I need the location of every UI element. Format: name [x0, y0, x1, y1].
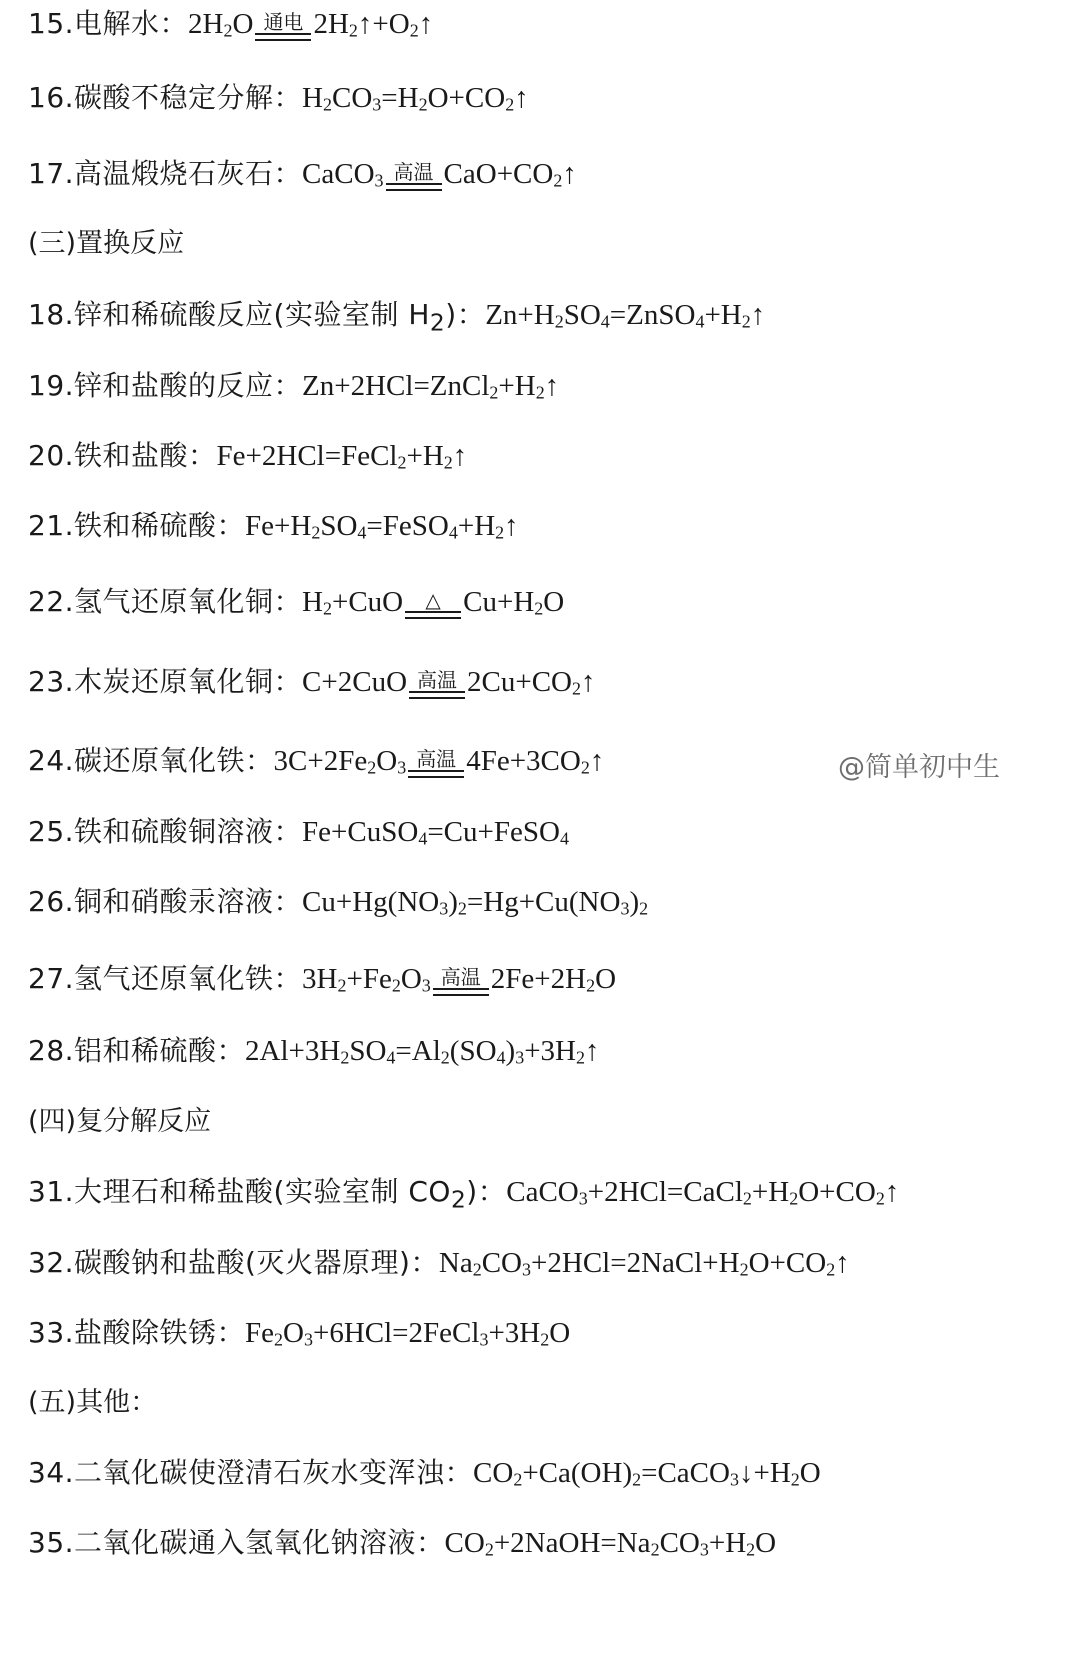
reaction-label: 15.电解水：: [28, 7, 189, 40]
reaction-label: 17.高温煅烧石灰石：: [28, 157, 303, 190]
equation-line-27: [28, 961, 616, 1000]
chemical-equation: $2Al+3H_2SO_4=Al_2(SO_4)_3+3H_2↑$: [245, 1035, 600, 1068]
chemical-equation: $2H_2O$: [188, 8, 254, 41]
equation-line-16: [28, 80, 529, 116]
chemical-equation: $Na_2CO_3+2HCl=2NaCl+H_2O+CO_2↑$: [438, 1247, 850, 1280]
reaction-label: 25.铁和硫酸铜溶液：: [28, 815, 303, 848]
double-line-sign: [433, 988, 489, 996]
section-heading: (四)复分解反应: [28, 1106, 212, 1137]
equation-line-22: [28, 584, 564, 623]
equation-line-15: [28, 6, 433, 45]
chemical-equation: $3C+2Fe_2O_3$: [273, 745, 407, 778]
watermark-text: @简单初中生: [838, 752, 1000, 783]
chemical-equation: $Fe_2O_3+6HCl=2FeCl_3+3H_2O$: [245, 1317, 571, 1350]
chemical-equation: $Cu+Hg(NO_3)_2=Hg+Cu(NO_3)_2$: [302, 886, 649, 919]
chemical-equation: $Fe+2HCl=FeCl_2+H_2↑$: [216, 440, 468, 473]
chemical-equation: $Zn+2HCl=ZnCl_2+H_2↑$: [302, 370, 560, 403]
reaction-label: 16.碳酸不稳定分解：: [28, 81, 303, 114]
reaction-condition: △: [405, 590, 461, 619]
reaction-label: 35.二氧化碳通入氢氧化钠溶液：: [28, 1526, 445, 1559]
chemical-equation: $3H_2+Fe_2O_3$: [302, 963, 431, 996]
chemical-equation: Fe+CuSO$_4$=Cu+FeSO$_4$: [302, 816, 569, 849]
reaction-condition: 通电: [255, 12, 311, 41]
chemical-equation: C+2CuO: [302, 666, 408, 698]
reaction-label: 34.二氧化碳使澄清石灰水变浑浊：: [28, 1456, 474, 1489]
equation-products: $2H_2↑+O_2↑$: [313, 8, 434, 41]
reaction-condition: 高温: [386, 162, 442, 191]
chemical-equation: $CO_2+2NaOH=Na_2CO_3+H_2O$: [444, 1527, 777, 1560]
equation-line-34: [28, 1455, 821, 1491]
equation-line-24: [28, 743, 604, 782]
reaction-condition: 高温: [408, 749, 464, 778]
equation-line-26: [28, 884, 648, 920]
reaction-label: 22.氢气还原氧化铜：: [28, 585, 303, 618]
reaction-label: 33.盐酸除铁锈：: [28, 1316, 246, 1349]
reaction-label: 28.铝和稀硫酸：: [28, 1034, 246, 1067]
equation-line-33: [28, 1315, 570, 1351]
equation-line-25: [28, 814, 569, 850]
equation-line-32: [28, 1245, 850, 1281]
chemical-equation: $H_2CO_3=H_2O+CO_2↑$: [302, 82, 529, 115]
equation-products: $CaO+CO_2↑$: [443, 158, 577, 191]
double-line-sign: [409, 691, 465, 699]
chemical-equation: $H_2+CuO$: [302, 586, 404, 619]
chemical-equation: $Zn+H_2SO_4=ZnSO_4+H_2↑$: [485, 299, 766, 332]
equation-products: $Cu+H_2O$: [463, 586, 565, 619]
equation-line-21: [28, 508, 519, 544]
chemical-equation: $CaCO_3+2HCl=CaCl_2+H_2O+CO_2↑$: [506, 1176, 900, 1209]
reaction-label: 21.铁和稀硫酸：: [28, 509, 246, 542]
reaction-label: 24.碳还原氧化铁：: [28, 744, 274, 777]
equation-line-31: [28, 1174, 899, 1218]
reaction-condition: 高温: [433, 967, 489, 996]
equation-products: $2Cu+CO_2↑$: [467, 666, 596, 699]
equation-line-18: [28, 297, 765, 341]
chemical-equation: $Fe+H_2SO_4=FeSO_4+H_2↑$: [245, 510, 519, 543]
chemical-equation: CaCO$_3$: [302, 158, 384, 191]
equation-line-17: [28, 156, 577, 195]
section-heading: (五)其他：: [28, 1387, 158, 1418]
reaction-label: 19.锌和盐酸的反应：: [28, 369, 303, 402]
chemical-equation: $CO_2+Ca(OH)_2=CaCO_3↓+H_2O$: [473, 1457, 821, 1490]
double-line-sign: [405, 611, 461, 619]
double-line-sign: [386, 183, 442, 191]
reaction-label: 20.铁和盐酸：: [28, 439, 217, 472]
equation-line-19: [28, 368, 559, 404]
reaction-label: 23.木炭还原氧化铜：: [28, 665, 303, 698]
double-line-sign: [408, 770, 464, 778]
reaction-label: 32.碳酸钠和盐酸(灭火器原理)：: [28, 1246, 439, 1279]
reaction-label: 27.氢气还原氧化铁：: [28, 962, 303, 995]
equation-products: $2Fe+2H_2O$: [490, 963, 617, 996]
section-heading: (三)置换反应: [28, 228, 185, 259]
reaction-condition: 高温: [409, 670, 465, 699]
double-line-sign: [255, 33, 311, 41]
equation-line-35: [28, 1525, 776, 1561]
equation-line-23: [28, 664, 596, 703]
equation-line-20: [28, 438, 467, 474]
reaction-label: 18.锌和稀硫酸反应(实验室制 $H_2$)：: [28, 298, 486, 337]
reaction-label: 26.铜和硝酸汞溶液：: [28, 885, 303, 918]
equation-line-28: [28, 1033, 600, 1069]
reaction-label: 31.大理石和稀盐酸(实验室制 $CO_2$)：: [28, 1175, 507, 1214]
equation-products: $4Fe+3CO_2↑$: [466, 745, 605, 778]
